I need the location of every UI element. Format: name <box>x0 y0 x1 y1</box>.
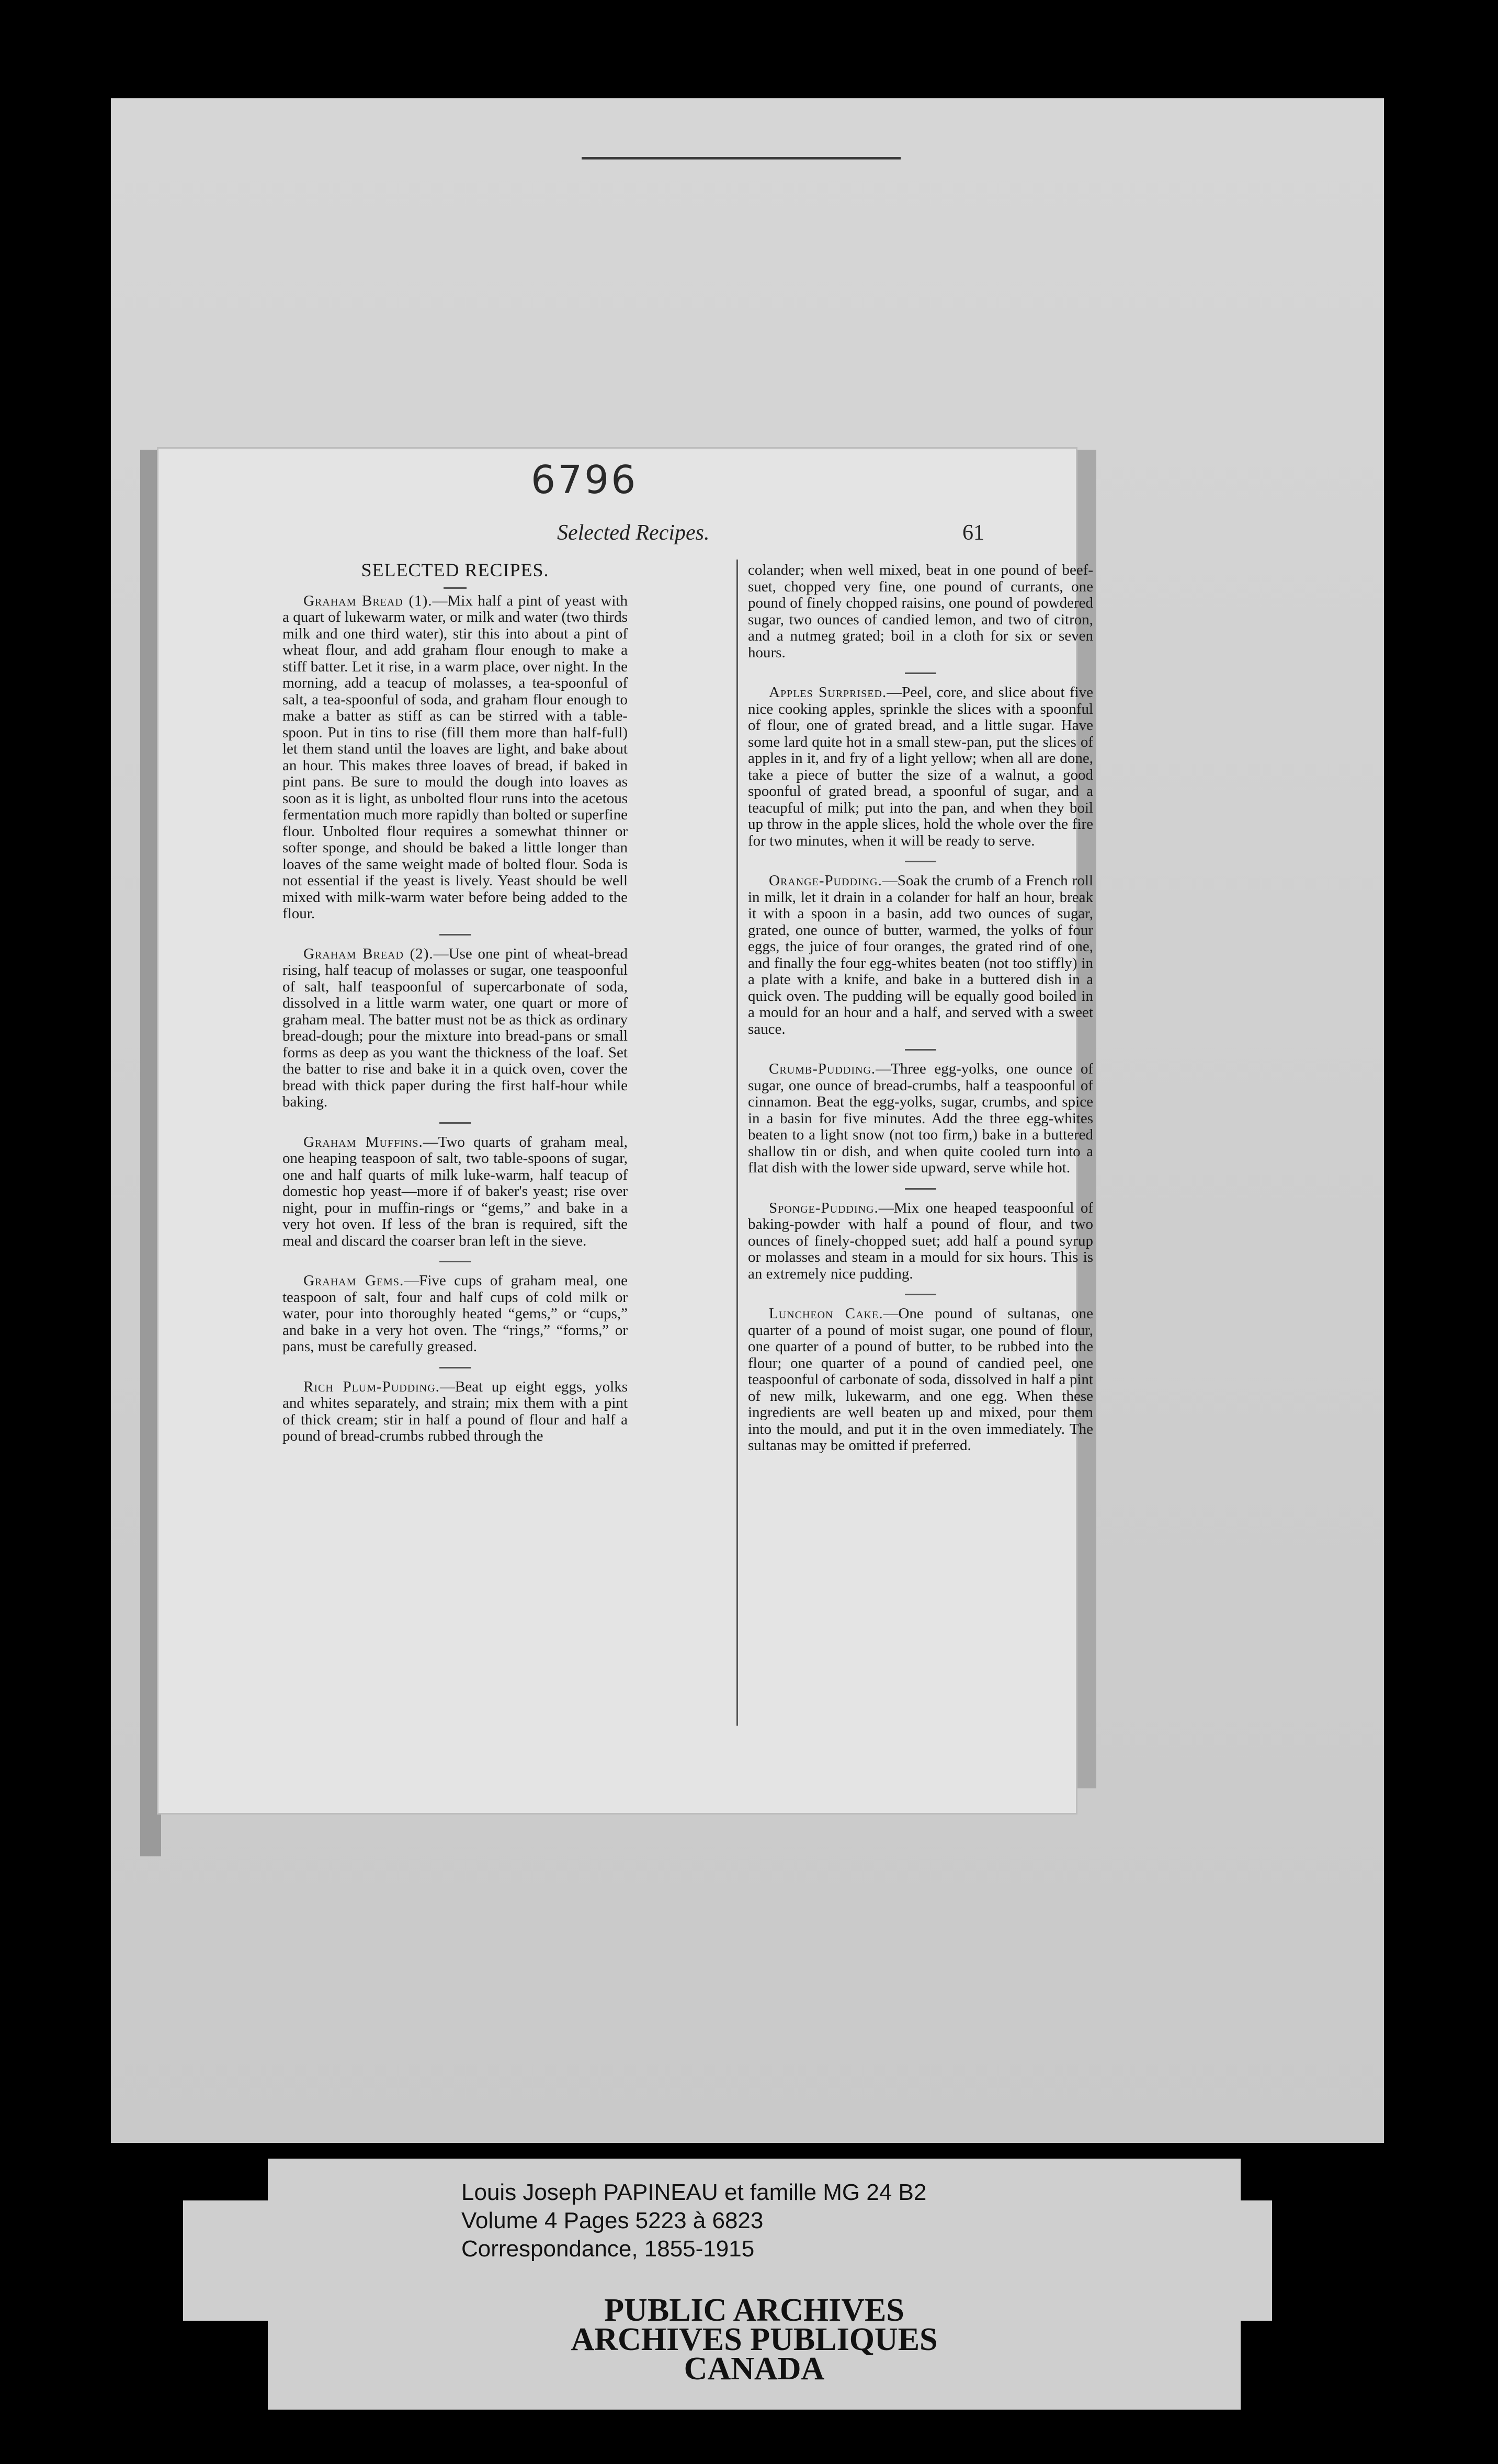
recipe-apples-surprised <box>748 685 1093 849</box>
recipe-sponge-pudding <box>748 1200 1093 1283</box>
recipe-name: Graham Bread (1). <box>303 592 433 609</box>
label-tab-left <box>183 2200 268 2321</box>
recipe-text: —Peel, core, and slice about five nice cooking apples, sprinkle the slices with a spoonful of flour, one of grated bread, and a little sugar. Have some lard quite hot in a small stew-pan, put the slices of apples in it, and fry of a light yellow; when all are done, take a piece of butter the size of a walnut, a good spoonful of grated bread, a spoonful of sugar, and a teacupful of milk; put into the pan, and when they boil up throw in the apple slices, hold the whole over the fire for two minutes, when it will be ready to serve. <box>748 684 1093 849</box>
recipe-text: —One pound of sultanas, one quarter of a pound of moist sugar, one pound of flour, one quarter of a pound of butter, to be rubbed into the flour; one quarter of a pound of candied peel, one teaspoonful of carbonate of soda, dissolved in half a pint of new milk, lukewarm, and one egg. When these ingredients are well beaten up and mixed, pour them into the mould, and put it in the oven immediately. The sultanas may be omitted if preferred. <box>748 1305 1094 1454</box>
recipe-name: Sponge-Pudding. <box>769 1199 879 1216</box>
recipe-name: Graham Bread (2). <box>303 945 434 962</box>
separator <box>905 1294 936 1295</box>
separator <box>444 587 467 589</box>
fonds-title: Louis Joseph PAPINEAU et famille MG 24 B2 <box>461 2180 927 2205</box>
recipe-graham-bread-2 <box>282 946 628 1111</box>
recipe-text: —Use one pint of wheat-bread rising, half teacup of molasses or sugar, one teaspoonful of salt, half teaspoonful of supercarbonate of soda, dissolved in a little warm water, one quart or more of graham meal. The batter must not be as thick as ordinary bread-dough; pour the mixture into bread-pans or small forms as deep as you want the thickness of the loaf. Set the batter to rise and bake it in a quick oven, cover the bread with thick paper during the first half-hour while baking. <box>282 945 628 1110</box>
separator <box>439 1261 471 1262</box>
section-title: SELECTED RECIPES. <box>361 560 549 580</box>
separator <box>905 861 936 862</box>
recipe-rich-plum-pudding <box>282 1379 628 1445</box>
recipe-orange-pudding <box>748 873 1093 1037</box>
top-rule <box>582 157 901 159</box>
recipe-continuation: colander; when well mixed, beat in one pound of beef-suet, chopped very fine, one pound of currants, one pound of finely chopped raisins, one pound of powdered sugar, two ounces of candied lemon, and two of citron, and a nutmeg grated; boil in a cloth for six or seven hours. <box>748 562 1093 661</box>
separator <box>905 672 936 674</box>
recipe-graham-gems <box>282 1273 628 1355</box>
recipe-text: —Three egg-yolks, one ounce of sugar, one ounce of bread-crumbs, half a teaspoonful of cinnamon. Beat the egg-yolks, sugar, crumbs, and spice in a basin for five minutes. Add the three egg-whites beaten to a light snow (not too firm,) bake in a buttered shallow tin or dish, and when quite cooled turn into a flat dish with the lower side upward, serve while hot. <box>748 1060 1093 1176</box>
recipe-text: —Five cups of graham meal, one teaspoon of salt, four and half cups of cold milk or water, pour into thoroughly heated “gems,” or “cups,” and bake in a very hot oven. The “rings,” “forms,” or pans, must be carefully greased. <box>282 1272 628 1355</box>
recipe-graham-bread-1 <box>282 593 628 922</box>
right-column <box>748 562 1093 1466</box>
label-tab-right <box>1241 2200 1272 2321</box>
volume-pages: Volume 4 Pages 5223 à 6823 <box>461 2208 764 2233</box>
correspondence-dates: Correspondance, 1855-1915 <box>461 2236 755 2262</box>
recipe-name: Orange-Pudding. <box>769 872 882 889</box>
recipe-text: —Mix half a pint of yeast with a quart of lukewarm water, or milk and water (two thirds milk and one third water), stir this into about a pint of wheat flour, and add graham flour enough to make a stiff batter. Let it rise, in a warm place, over night. In the morning, add a teacup of molasses, a tea-spoonful of salt, a tea-spoonful of soda, and graham flour enough to make a batter as stiff as can be stirred with a table-spoon. Put in tins to rise (fill them more than half-full) let them stand until the loaves are light, and bake about an hour. This makes three loaves of bread, if baked in pint pans. Be sure to mould the dough into loaves as soon as it is light, as unbolted flour runs into the acetous fermentation much more rapidly than bolted or superfine flour. Unbolted flour requires a somewhat thinner or softer sponge, and should be baked a little longer than loaves of the same weight made of bolted flour. Soda is not essential if the yeast is lively. Yeast should be well mixed with milk-warm water before being added to the flour. <box>282 592 628 922</box>
left-column <box>282 562 628 1456</box>
handwritten-number: 6796 <box>531 458 638 503</box>
recipe-graham-muffins <box>282 1134 628 1250</box>
recipe-name: Apples Surprised. <box>769 684 887 701</box>
recipe-text: —Two quarts of graham meal, one heaping teaspoon of salt, two table-spoons of sugar, one and half quarts of milk luke-warm, half teacup of domestic hop yeast—more if of baker's yeast; rise over night, pour in muffin-rings or “gems,” and bake in a very hot oven. If less of the bran is required, sift the meal and discard the coarser bran left in the sieve. <box>282 1133 628 1249</box>
recipe-name: Graham Muffins. <box>303 1133 423 1150</box>
archives-stamp-en: PUBLIC ARCHIVES <box>604 2292 904 2328</box>
recipe-text: —Mix one heaped teaspoonful of baking-powder with half a pound of flour, and two ounces of finely-chopped suet; add half a pound syrup or molasses and steam in a mould for six hours. This is an extremely nice pudding. <box>748 1199 1093 1282</box>
page-folio: 61 <box>962 521 984 545</box>
column-divider <box>736 560 738 1726</box>
running-head: Selected Recipes. <box>557 521 710 545</box>
recipe-text: —Beat up eight eggs, yolks and whites separately, and strain; mix them with a pint of thick cream; stir in half a pound of flour and half a pound of bread-crumbs rubbed through the <box>282 1378 628 1444</box>
separator <box>439 1122 471 1124</box>
archives-stamp-fr: ARCHIVES PUBLIQUES <box>571 2322 938 2357</box>
recipe-name: Graham Gems. <box>303 1272 404 1289</box>
separator <box>439 1367 471 1368</box>
recipe-luncheon-cake <box>748 1306 1093 1454</box>
archives-stamp-country: CANADA <box>684 2351 825 2387</box>
separator <box>905 1188 936 1190</box>
recipe-name: Rich Plum-Pudding. <box>303 1378 440 1395</box>
recipe-name: Luncheon Cake. <box>769 1305 883 1322</box>
recipe-crumb-pudding <box>748 1061 1093 1177</box>
archive-label <box>268 2159 1241 2410</box>
recipe-text: —Soak the crumb of a French roll in milk, let it drain in a colander for half an hour, break it with a spoon in a basin, add two ounces of sugar, grated, one ounce of butter, warmed, the yolks of four eggs, the juice of four oranges, the grated rind of one, and finally the four egg-whites beaten (not too stiffly) in a plate with a knife, and bake in a buttered dish in a quick oven. The pudding will be equally good boiled in a mould for an hour and a half, and served with a sweet sauce. <box>748 872 1093 1037</box>
separator <box>905 1049 936 1051</box>
separator <box>439 934 471 936</box>
recipe-name: Crumb-Pudding. <box>769 1060 876 1077</box>
